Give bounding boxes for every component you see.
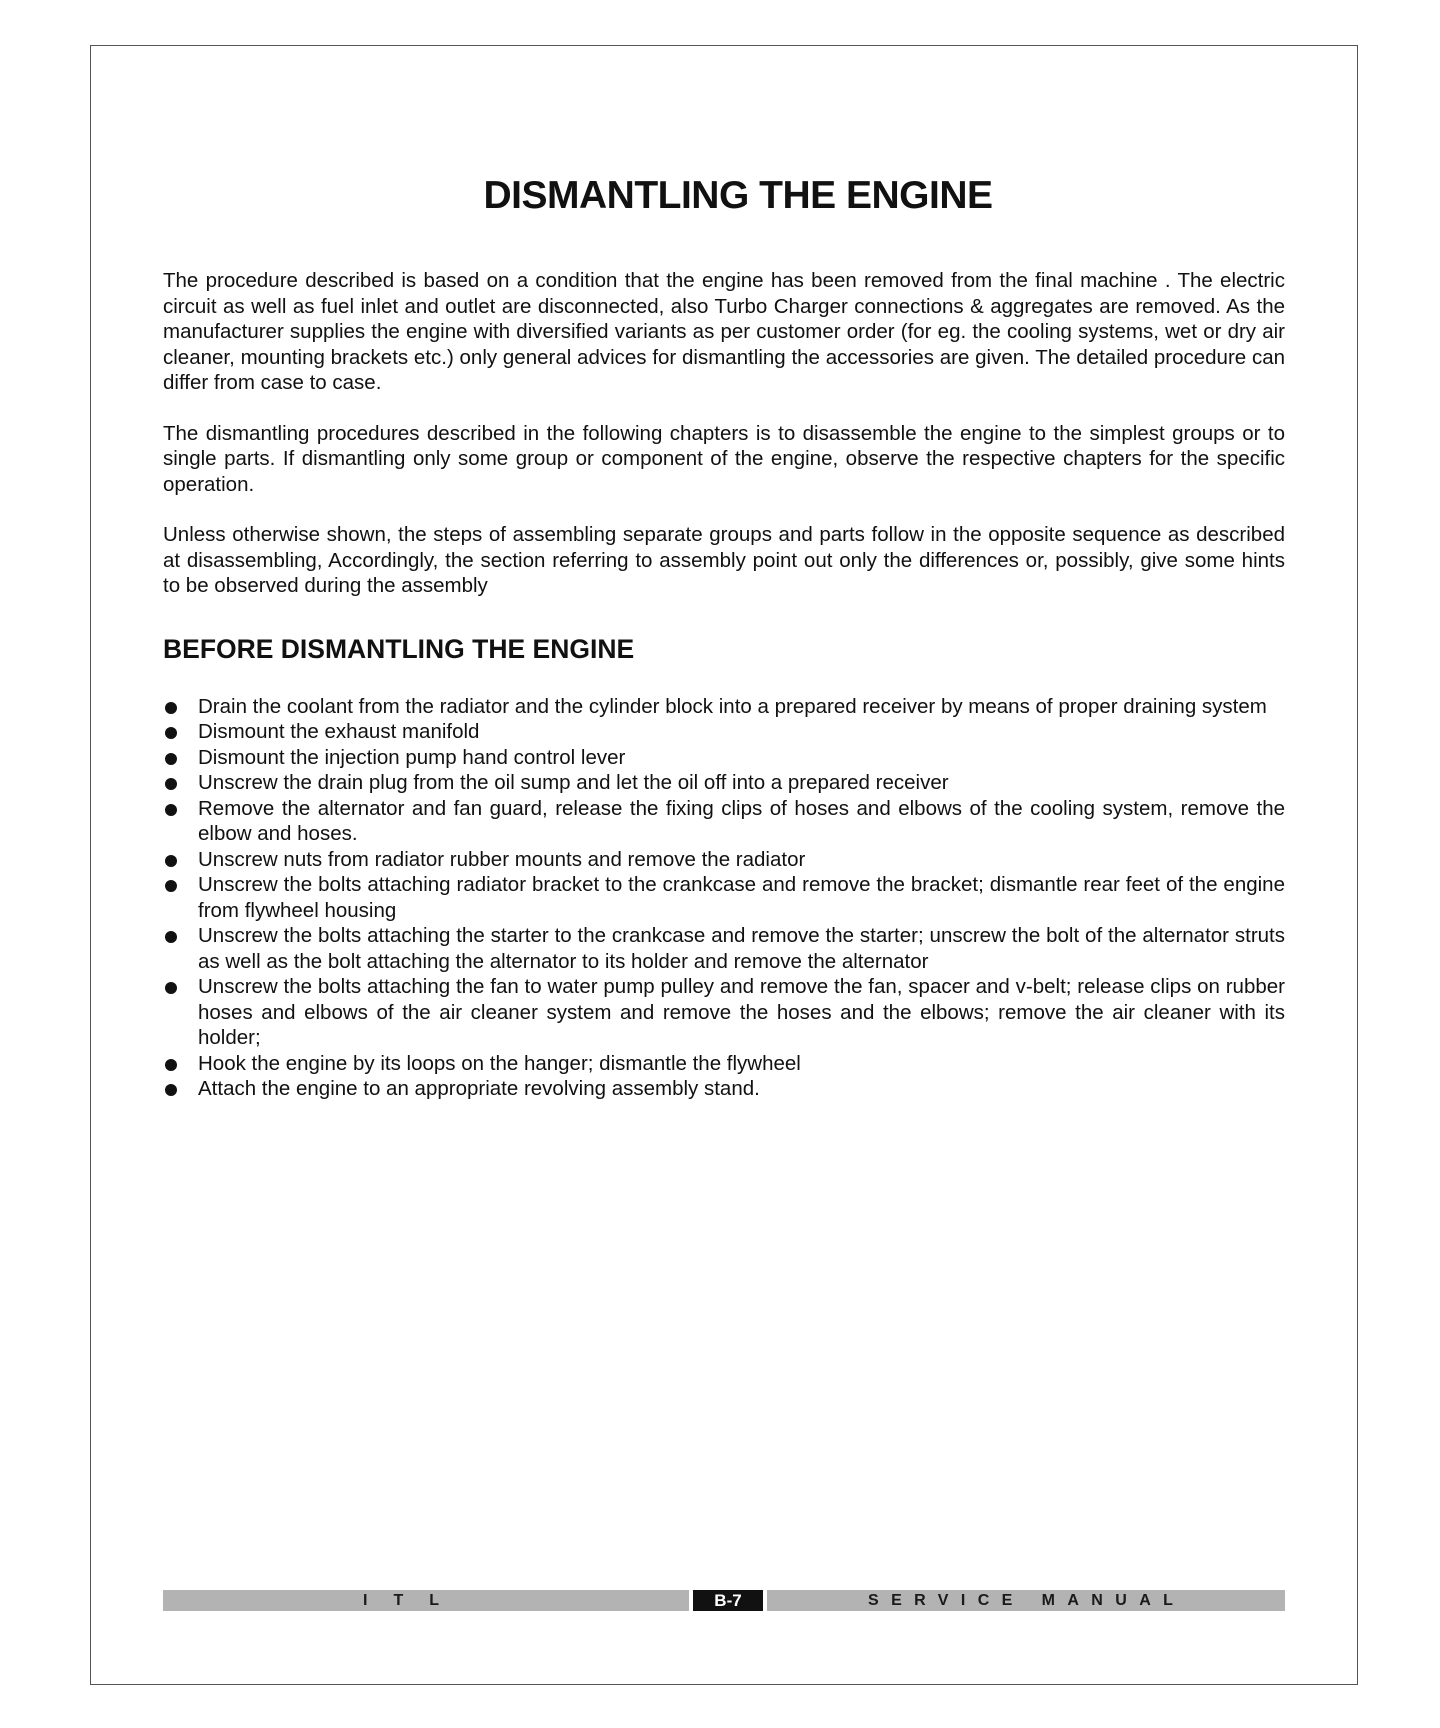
list-item-text: Unscrew the bolts attaching the fan to water pump pulley and remove the fan, spacer and v-belt; release clips on rubber hoses and elbows of the air cleaner system and remove the hoses and the elbows; remove the air cleaner with its holder;	[198, 975, 1285, 1049]
intro-paragraph-3: Unless otherwise shown, the steps of assembling separate groups and parts follow in the opposite sequence as described at disassembling, Accordingly, the section referring to assembly point out only the differences or, possibly, give some hints to be observed during the assembly	[163, 523, 1285, 597]
bullet-icon	[165, 1059, 177, 1071]
page-number: B-7	[689, 1590, 767, 1611]
list-item	[163, 1076, 1285, 1102]
list-item	[163, 923, 1285, 974]
footer-company: ITL	[363, 1592, 465, 1609]
list-item	[163, 745, 1285, 771]
list-item	[163, 872, 1285, 923]
list-item-text: Dismount the exhaust manifold	[198, 720, 480, 743]
list-item	[163, 694, 1285, 720]
list-item-text: Unscrew the bolts attaching the starter to the crankcase and remove the starter; unscrew the bolt of the alternator struts as well as the bolt attaching the alternator to its holder and remove the alternator	[198, 924, 1285, 973]
bullet-icon	[165, 778, 177, 790]
list-item-text: Dismount the injection pump hand control lever	[198, 745, 626, 769]
bullet-icon	[165, 880, 177, 892]
list-item	[163, 847, 1285, 873]
bullet-icon	[165, 727, 177, 739]
list-item-text: Unscrew the drain plug from the oil sump and let the oil off into a prepared receiver	[198, 771, 949, 794]
list-item	[163, 770, 1285, 796]
list-item	[163, 719, 1285, 745]
intro-paragraph-1: The procedure described is based on a condition that the engine has been removed from the final machine . The electric circuit as well as fuel inlet and outlet are disconnected, also Turbo Charger connections & aggregates are removed. As the manufacturer supplies the engine with diversified variants as per customer order (for eg. the cooling systems, wet or dry air cleaner, mounting brackets etc.) only general advices for dismantling the accessories are given. The detailed procedure can differ from case to case.	[163, 269, 1285, 394]
list-item	[163, 974, 1285, 1051]
page-title: DISMANTLING THE ENGINE	[483, 174, 993, 217]
list-item	[163, 796, 1285, 847]
bullet-icon	[165, 982, 177, 994]
footer-bar	[163, 1590, 1285, 1611]
steps-list	[163, 694, 1285, 1102]
bullet-icon	[165, 1084, 177, 1096]
list-item-text: Drain the coolant from the radiator and the cylinder block into a prepared receiver by means of proper draining system	[198, 694, 1267, 718]
footer-manual-title: SERVICE MANUAL	[868, 1592, 1186, 1609]
bullet-icon	[165, 804, 177, 816]
bullet-icon	[165, 931, 177, 943]
list-item-text: Unscrew the bolts attaching radiator bracket to the crankcase and remove the bracket; dismantle rear feet of the engine from flywheel housing	[198, 873, 1285, 922]
bullet-icon	[165, 702, 177, 714]
section-title: BEFORE DISMANTLING THE ENGINE	[163, 633, 635, 664]
page-content	[163, 160, 1285, 1102]
list-item	[163, 1051, 1285, 1077]
list-item-text: Attach the engine to an appropriate revolving assembly stand.	[198, 1077, 760, 1100]
bullet-icon	[165, 855, 177, 867]
list-item-text: Hook the engine by its loops on the hanger; dismantle the flywheel	[198, 1051, 801, 1075]
intro-paragraph-2: The dismantling procedures described in the following chapters is to disassemble the engine to the simplest groups or to single parts. If dismantling only some group or component of the engine, observe the respective chapters for the specific operation.	[163, 421, 1285, 496]
list-item-text: Remove the alternator and fan guard, release the fixing clips of hoses and elbows of the cooling system, remove the elbow and hoses.	[198, 796, 1285, 845]
bullet-icon	[165, 753, 177, 765]
list-item-text: Unscrew nuts from radiator rubber mounts and remove the radiator	[198, 847, 806, 871]
